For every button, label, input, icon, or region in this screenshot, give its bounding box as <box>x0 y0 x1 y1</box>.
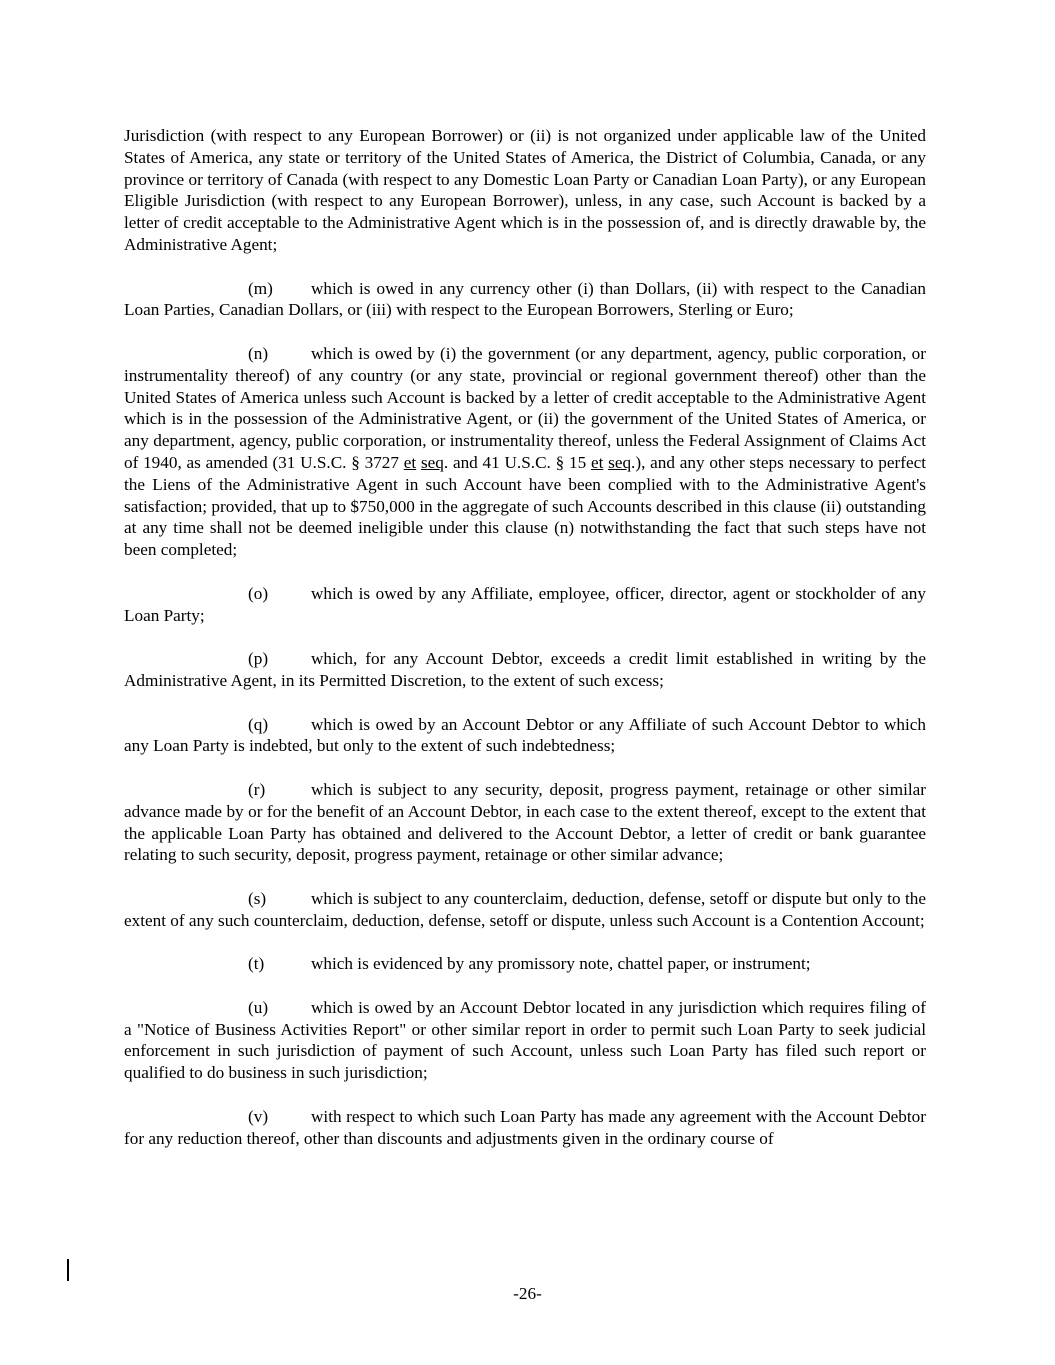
clause-label: (r) <box>248 779 266 799</box>
clause-text: which is owed in any currency other (i) than Dollars, (ii) with respect to the Canadian Loan Parties, Canadian Dollars, or (iii) with respect to the European Borrowers, Sterling or Euro; <box>124 278 926 320</box>
clause-label: (u) <box>248 997 269 1017</box>
clause-r <box>124 779 926 866</box>
clause-text: which is subject to any counterclaim, deduction, defense, setoff or dispute but only to the extent of any such counterclaim, deduction, defense, setoff or dispute, unless such Account is a Contention Account; <box>124 888 926 930</box>
clause-m <box>124 278 926 322</box>
clause-text: . and 41 U.S.C. § 15 <box>443 452 591 472</box>
clause-text: which is owed by (i) the government (or any department, agency, public corporation, or instrumentality thereof) of any country (or any state, provincial or regional government thereof) other than the United States of America unless such Account is backed by a letter of credit acceptable to the Administrative Agent which is in the possession of the Administrative Agent, or (ii) the government of the United States of America, or any department, agency, public corporation, or instrumentality thereof, unless the Federal Assignment of Claims Act of 1940, as amended (31 U.S.C. § 3727 <box>124 343 926 472</box>
clause-label: (p) <box>248 649 269 669</box>
et-seq-term: et <box>590 452 604 472</box>
et-seq-term: seq <box>420 452 444 472</box>
revision-change-bar <box>67 1259 69 1281</box>
clause-text: with respect to which such Loan Party has made any agreement with the Account Debtor for any reduction thereof, other than discounts and adjustments given in the ordinary course of <box>124 1106 926 1148</box>
clause-u <box>124 997 926 1084</box>
clause-label: (m) <box>248 278 273 298</box>
clause-v <box>124 1106 926 1150</box>
page-number: -26- <box>513 1284 542 1303</box>
clause-text: which is subject to any security, deposit, progress payment, retainage or other similar advance made by or for the benefit of an Account Debtor, in each case to the extent thereof, except to the extent that the applicable Loan Party has obtained and delivered to the Account Debtor, a letter of credit or bank guarantee relating to such security, deposit, progress payment, retainage or other similar advance; <box>124 779 926 865</box>
opening-paragraph: Jurisdiction (with respect to any European Borrower) or (ii) is not organized under applicable law of the United States of America, any state or territory of the United States of America, the District of Columbia, Canada, or any province or territory of Canada (with respect to any Domestic Loan Party or Canadian Loan Party), or any European Eligible Jurisdiction (with respect to any European Borrower), unless, in any case, such Account is backed by a letter of credit acceptable to the Administrative Agent which is in the possession of, and is directly drawable by, the Administrative Agent; <box>124 126 926 254</box>
clause-label: (t) <box>248 954 265 974</box>
clause-text: which is owed by an Account Debtor located in any jurisdiction which requires filing of a "Notice of Business Activities Report" or other similar report in order to permit such Loan Party to seek judicial enforcement in such jurisdiction of payment of such Account, unless such Loan Party has filed such report or qualified to do business in such jurisdiction; <box>124 997 926 1083</box>
clause-text: which is owed by any Affiliate, employee, officer, director, agent or stockholder of any Loan Party; <box>124 583 926 625</box>
clause-q <box>124 714 926 758</box>
clause-o <box>124 583 926 627</box>
et-seq-term: seq <box>608 452 632 472</box>
clause-p <box>124 648 926 692</box>
clause-text: which is evidenced by any promissory note, chattel paper, or instrument; <box>311 954 811 974</box>
clause-text: which is owed by an Account Debtor or any Affiliate of such Account Debtor to which any Loan Party is indebted, but only to the extent of such indebtedness; <box>124 714 926 756</box>
clause-label: (n) <box>248 343 269 363</box>
et-seq-term: et <box>403 452 417 472</box>
clause-label: (v) <box>248 1106 269 1126</box>
clause-s <box>124 888 926 932</box>
clause-label: (q) <box>248 714 269 734</box>
clause-label: (o) <box>248 583 269 603</box>
document-body <box>124 125 926 1171</box>
clause-text: .), and any other steps necessary to perfect the Liens of the Administrative Agent in such Account have been complied with to the Administrative Agent's satisfaction; provided, that up to $750,000 in the aggregate of such Accounts described in this clause (ii) outstanding at any time shall not be deemed ineligible under this clause (n) notwithstanding the fact that such steps have not been completed; <box>124 452 926 560</box>
clause-n <box>124 343 926 561</box>
clause-label: (s) <box>248 888 267 908</box>
clause-text: which, for any Account Debtor, exceeds a credit limit established in writing by the Administrative Agent, in its Permitted Discretion, to the extent of such excess; <box>124 649 926 690</box>
clause-t <box>124 953 926 975</box>
